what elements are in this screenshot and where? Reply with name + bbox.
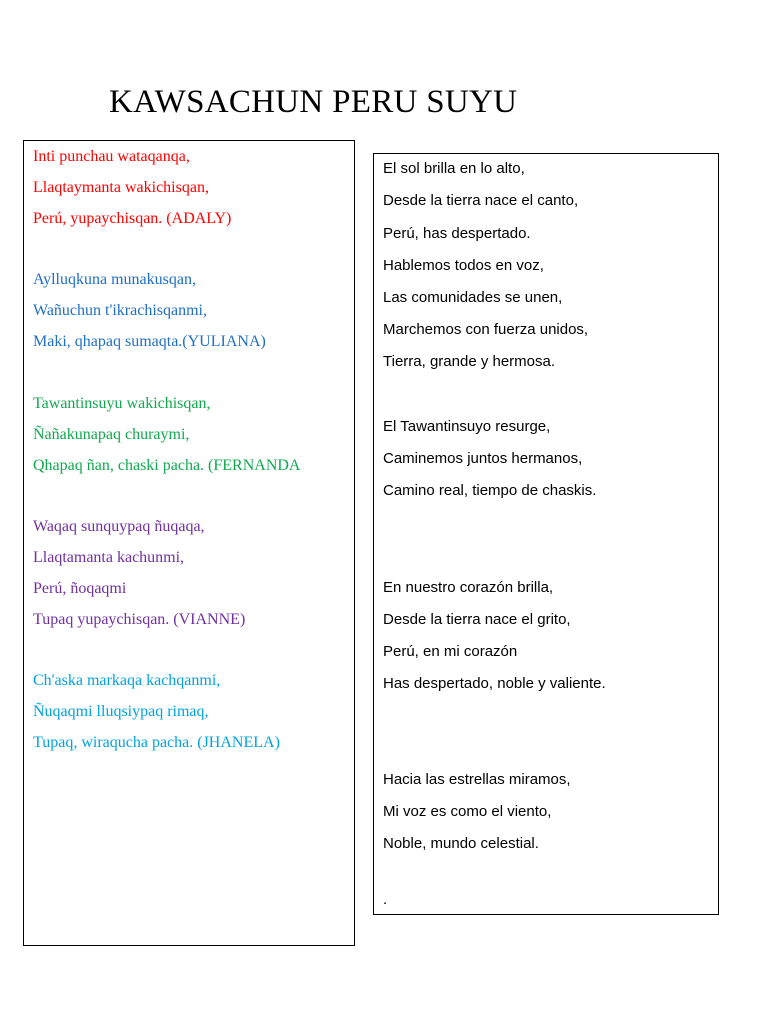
quechua-line: Perú, yupaychisqan. (ADALY) (33, 210, 232, 227)
quechua-line: Ñuqaqmi lluqsiypaq rimaq, (33, 703, 209, 720)
spanish-line: Has despertado, noble y valiente. (383, 675, 606, 692)
spanish-line: Tierra, grande y hermosa. (383, 353, 556, 370)
spanish-line: Las comunidades se unen, (383, 289, 563, 306)
quechua-line: Wañuchun t'ikrachisqanmi, (33, 302, 207, 319)
quechua-line: Ch'aska markaqa kachqanmi, (33, 672, 221, 689)
spanish-line: Desde la tierra nace el grito, (383, 611, 571, 628)
spanish-line: Perú, has despertado. (383, 225, 531, 242)
spanish-line: En nuestro corazón brilla, (383, 579, 554, 596)
quechua-line: Llaqtaymanta wakichisqan, (33, 179, 209, 196)
quechua-line: Inti punchau wataqanqa, (33, 148, 190, 165)
spanish-line: Perú, en mi corazón (383, 643, 518, 660)
quechua-line: Perú, ñoqaqmi (33, 580, 127, 597)
spanish-line: Camino real, tiempo de chaskis. (383, 482, 597, 499)
quechua-line: Ñañakunapaq churaymi, (33, 426, 190, 443)
spanish-line: . (383, 891, 388, 908)
page-title: KAWSACHUN PERU SUYU (109, 84, 518, 120)
spanish-line: Hablemos todos en voz, (383, 257, 544, 274)
spanish-line: El sol brilla en lo alto, (383, 160, 525, 177)
quechua-line: Maki, qhapaq sumaqta.(YULIANA) (33, 333, 266, 350)
quechua-line: Qhapaq ñan, chaski pacha. (FERNANDA (33, 457, 301, 474)
quechua-poem-box (23, 140, 355, 946)
spanish-line: Noble, mundo celestial. (383, 835, 539, 852)
quechua-line: Tawantinsuyu wakichisqan, (33, 395, 211, 412)
quechua-line: Waqaq sunquypaq ñuqaqa, (33, 518, 205, 535)
spanish-line: Hacia las estrellas miramos, (383, 771, 571, 788)
quechua-line: Llaqtamanta kachunmi, (33, 549, 185, 566)
quechua-line: Tupaq yupaychisqan. (VIANNE) (33, 611, 246, 628)
spanish-line: Desde la tierra nace el canto, (383, 192, 579, 209)
quechua-line: Tupaq, wiraqucha pacha. (JHANELA) (33, 734, 280, 751)
spanish-line: Caminemos juntos hermanos, (383, 450, 583, 467)
spanish-line: Mi voz es como el viento, (383, 803, 552, 820)
spanish-line: Marchemos con fuerza unidos, (383, 321, 589, 338)
spanish-line: El Tawantinsuyo resurge, (383, 418, 551, 435)
quechua-line: Aylluqkuna munakusqan, (33, 271, 196, 288)
